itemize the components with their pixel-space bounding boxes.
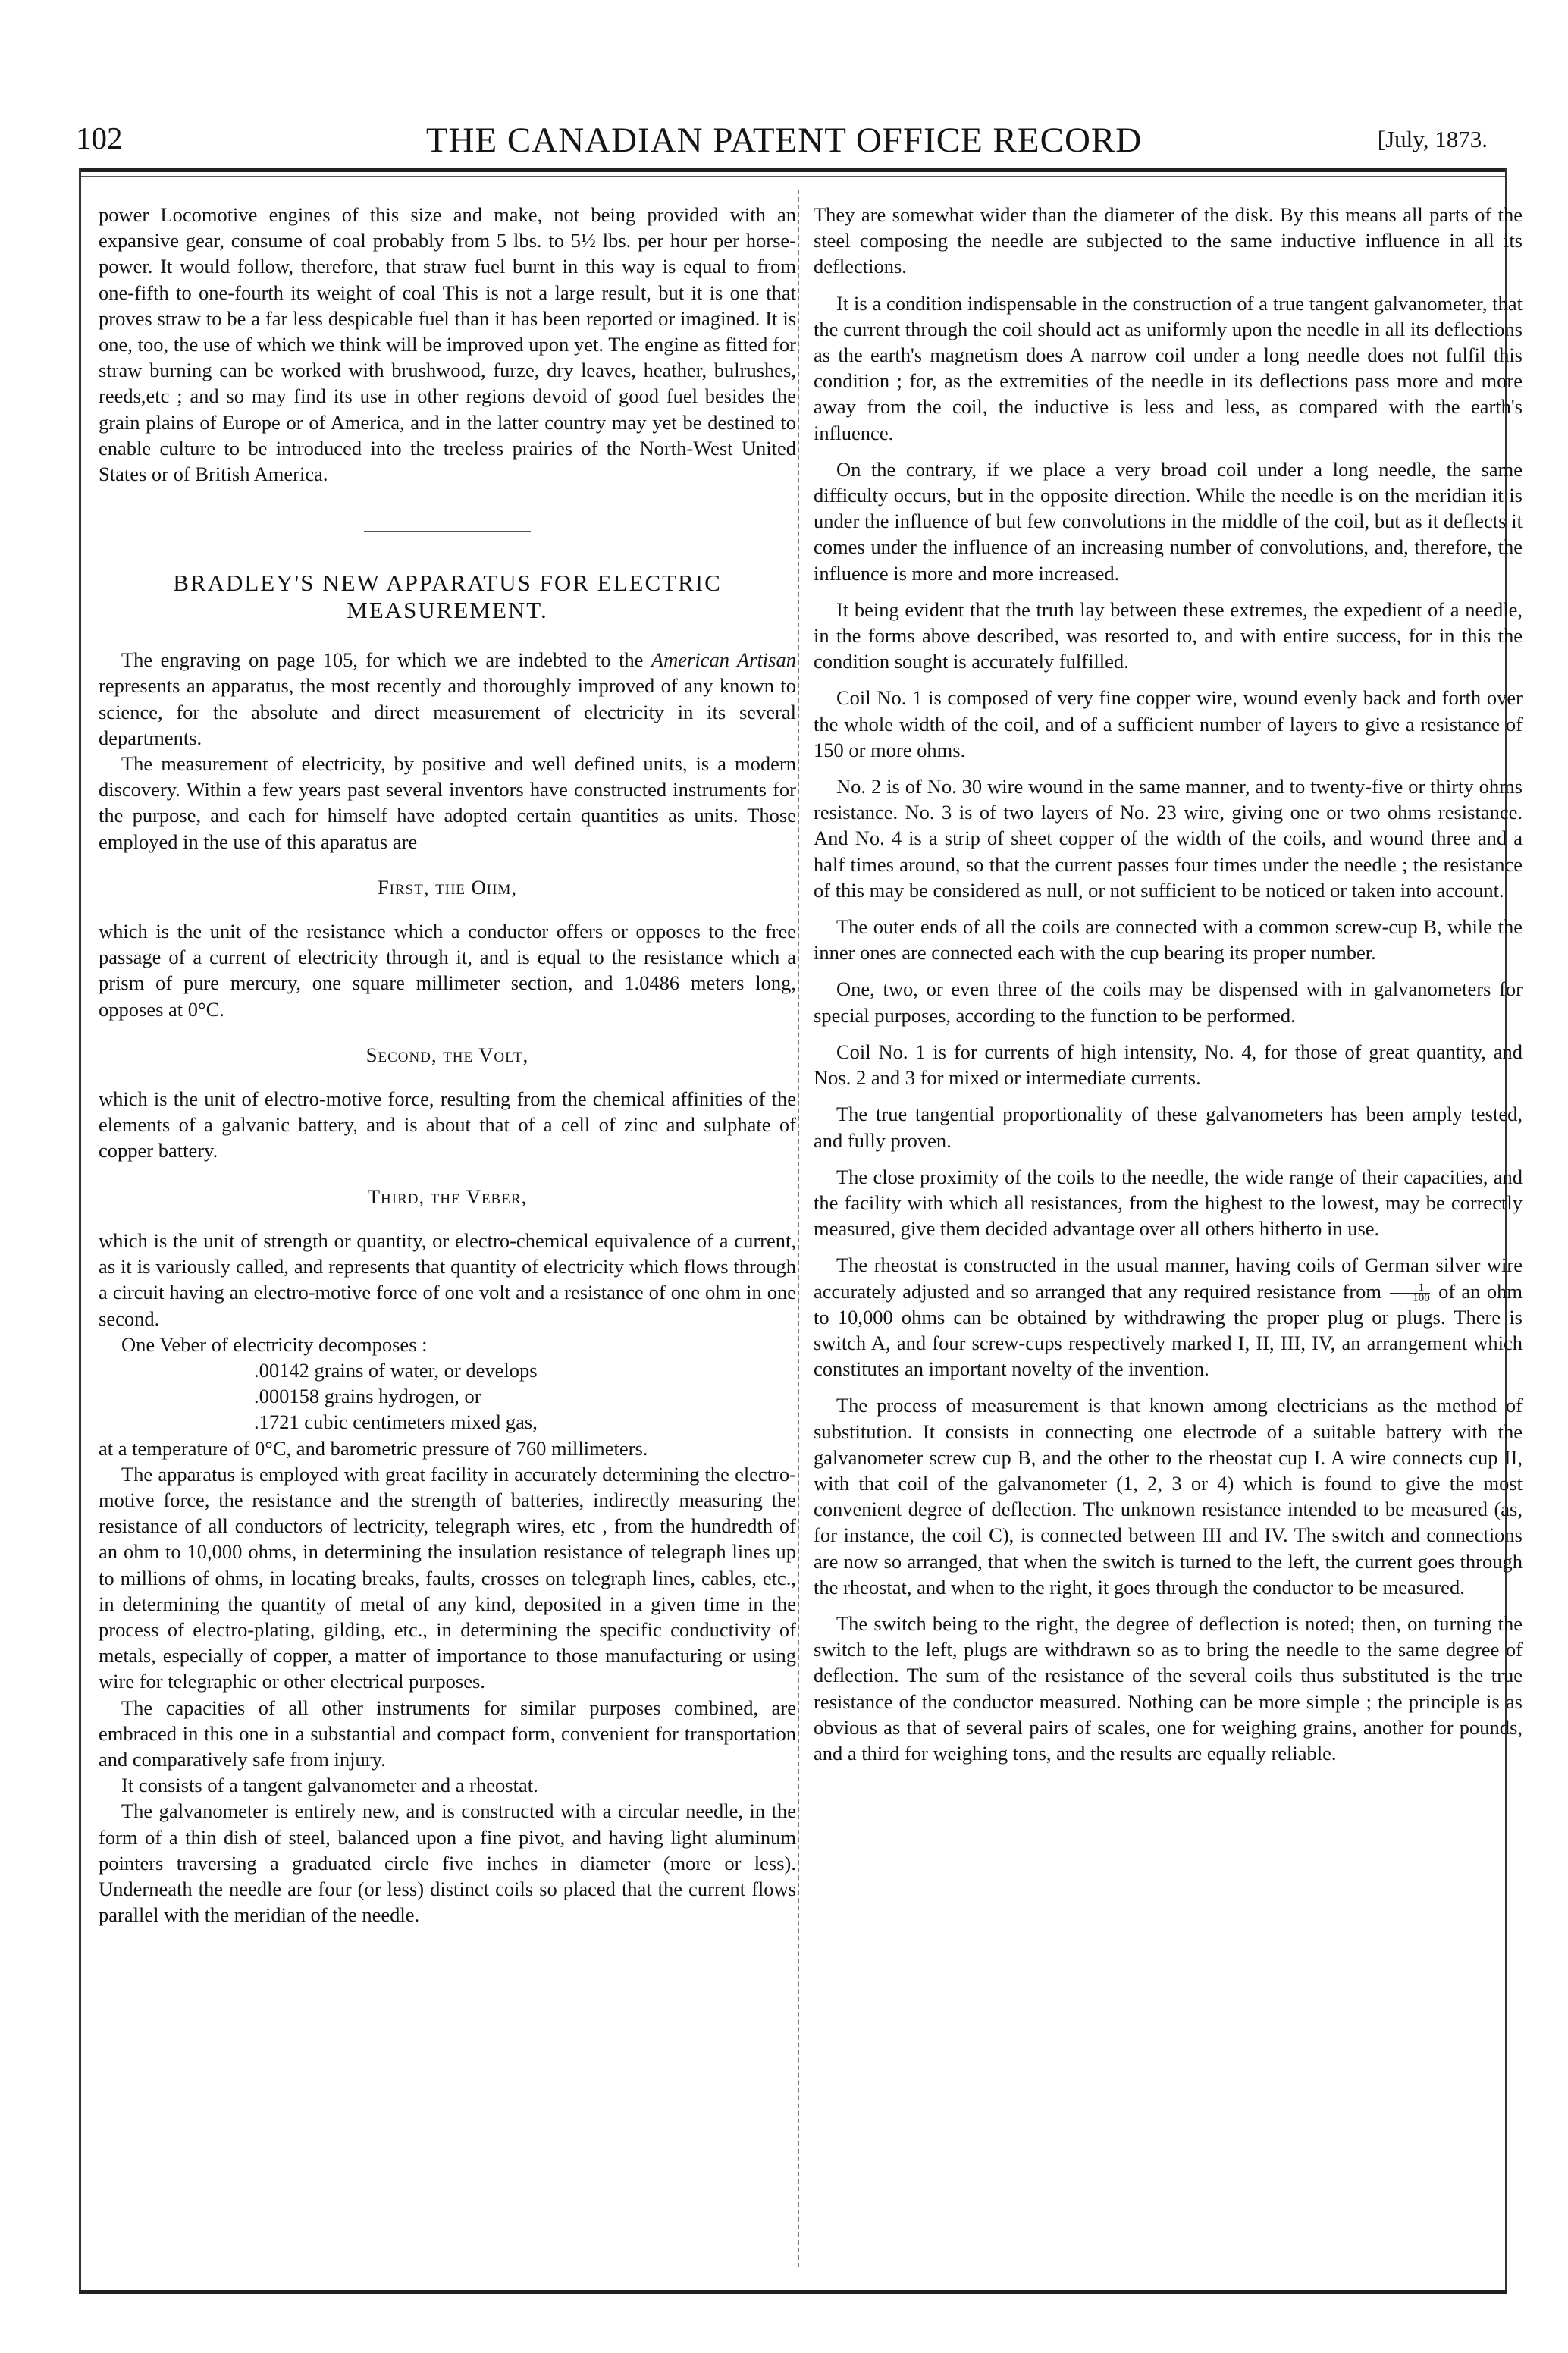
page-title: THE CANADIAN PATENT OFFICE RECORD <box>425 121 1143 160</box>
frame-top-thin-rule <box>79 176 1507 177</box>
article-paragraph: The capacities of all other instruments for similar purposes combined, are embraced in this one in a substantial and compact form, convenient for transportation and comparatively safe from injury. <box>99 1696 796 1771</box>
article-paragraph: at a temperature of 0°C, and barometric pressure of 760 millimeters. <box>99 1436 648 1460</box>
unit-subheading: First, the Ohm, <box>377 875 518 899</box>
article-paragraph: No. 2 is of No. 30 wire wound in the same manner, and to twenty-five or thirty ohms resistance. No. 3 is of two layers of No. 23 wire, giving one or two ohms resistance. And No. 4 is a strip of sheet copper of the width of the coils, and wound three and a half times around, so that the current passes four times under the needle ; the resistance of this may be considered as null, or not sufficient to be noticed or taken into account. <box>814 775 1523 902</box>
article-paragraph: The close proximity of the coils to the needle, the wide range of their capacities, and the facility with which all resistances, from the highest to the lowest, may be correctly measured, give them decided advantage over all others hitherto in use. <box>814 1165 1523 1241</box>
unit-subheading: Second, the Volt, <box>365 1043 529 1066</box>
unit-subheading: Third, the Veber, <box>367 1184 528 1208</box>
article-paragraph: They are somewhat wider than the diameter of the disk. By this means all parts of the steel composing the needle are subjected to the same inductive influence in all its deflections. <box>814 203 1523 278</box>
article-paragraph: It is a condition indispensable in the construction of a true tangent galvanometer, that the current through the coil should act as uniformly upon the needle in all its deflections as the earth's magnetism does A narrow coil under a long needle does not fulfil this condition ; for, as the extremities of the needle in its deflections pass more and more away from the coil, the inductive is less and less, as compared with the earth's influence. <box>814 291 1523 444</box>
decomposition-item: .00142 grains of water, or develops <box>254 1358 538 1382</box>
text-run: represents an apparatus, the most recently and thoroughly improved of any known to science, for the absolute and direct measurement of electricity in its several departments. <box>99 674 796 749</box>
frame-top-rule <box>79 168 1507 172</box>
article-paragraph: The switch being to the right, the degree of deflection is noted; then, on turning the switch to the left, plugs are withdrawn so as to bring the needle to the same degree of deflection. The sum of the resistance of the several coils thus substituted is the true resistance of the conductor measured. Nothing can be more simple ; the principle is as obvious as that of several pairs of scales, one for weighing grains, another for pounds, and a third for weighing tons, and the results are equally reliable. <box>814 1611 1523 1765</box>
article-paragraph: The measurement of electricity, by positive and well defined units, is a modern discovery. Within a few years past several inventors have constructed instruments for the purpose, and each for himself have adopted certain quantities as units. Those employed in the use of this aparatus are <box>99 752 796 853</box>
article-paragraph: The true tangential proportionality of these galvanometers has been amply tested, and fully proven. <box>814 1103 1523 1152</box>
article-paragraph <box>814 1252 1523 1382</box>
article-paragraph: The outer ends of all the coils are connected with a common screw-cup B, while the inner ones are connected each with the cup bearing its proper number. <box>814 915 1523 965</box>
article-separator <box>364 531 531 532</box>
article-paragraph: The process of measurement is that known among electricians as the method of substitution. It consists in connecting one electrode of a suitable battery with the galvanometer screw cup B, and the other to the rheostat cup I. A wire connects cup II, with that coil of the galvanometer (1, 2, 3 or 4) which is found to give the most convenient degree of deflection. The unknown resistance intended to be measured (as, for instance, the coil C), is connected between III and IV. The switch and connections are now so arranged, that when the switch is turned to the left, the current goes through the rheostat, and when to the right, it goes through the conductor to be measured. <box>814 1394 1523 1598</box>
column-divider <box>798 190 799 2267</box>
decomposition-item: .000158 grains hydrogen, or <box>254 1385 481 1408</box>
fraction-denominator: 100 <box>1413 1291 1430 1304</box>
fraction-numerator: 1 <box>1390 1283 1430 1294</box>
article-paragraph: The galvanometer is entirely new, and is constructed with a circular needle, in the form of a thin dish of steel, balanced upon a fine pivot, and having light aluminum pointers traversing a graduated circle five inches in diameter (more or less). Underneath the needle are four (or less) distinct coils so placed that the current flows parallel with the meridian of the needle. <box>99 1799 796 1927</box>
page-number: 102 <box>76 121 123 155</box>
article-paragraph: On the contrary, if we place a very broad coil under a long needle, the same difficulty occurs, but in the opposite direction. While the needle is on the meridian it is under the influence of but few convolutions in the middle of the coil, but as it deflects it comes under the influence of an increasing number of convolutions, and, therefore, the influence is more and more increased. <box>814 457 1523 585</box>
fraction <box>1390 1283 1430 1304</box>
article-paragraph: One Veber of electricity decomposes : <box>121 1332 428 1356</box>
article-paragraph: which is the unit of electro-motive force, resulting from the chemical affinities of the elements of a galvanic battery, and is about that of a cell of zinc and sulphate of copper battery. <box>99 1087 796 1162</box>
article-paragraph: which is the unit of the resistance which a conductor offers or opposes to the free passage of a current of electricity through it, and is equal to the resistance which a prism of pure mercury, one square millimeter section, and 1.0486 meters long, opposes at 0°C. <box>99 920 796 1021</box>
text-run: The rheostat is constructed in the usual manner, having coils of German silver wire accurately adjusted and so arranged that any required resistance from <box>814 1253 1523 1303</box>
left-column <box>99 202 796 1928</box>
issue-date: [July, 1873. <box>1377 126 1488 152</box>
decomposition-item: .1721 cubic centimeters mixed gas, <box>254 1410 538 1434</box>
article-paragraph: The apparatus is employed with great facility in accurately determining the electro-motive force, the resistance and the strength of batteries, indirectly measuring the resistance of all conductors of lectricity, telegraph wires, etc , from the hundredth of an ohm to 10,000 ohms, in determining the insulation resistance of telegraph lines up to millions of ohms, in locating breaks, faults, crosses on telegraph lines, cables, etc., in determining the quantity of metal of any kind, deposited in a given time in the process of electro-plating, gilding, etc., in determining the specific conductivity of metals, especially of copper, a matter of importance to those manufacturing or using wire for telegraphic or other electrical purposes. <box>99 1462 796 1693</box>
article-paragraph: It consists of a tangent galvanometer and a rheostat. <box>121 1774 538 1797</box>
continued-paragraph: power Locomotive engines of this size and make, not being provided with an expansive gear, consume of coal probably from 5 lbs. to 5½ lbs. per hour per horse-power. It would follow, therefore, that straw fuel burnt in this way is equal to from one-fifth to one-fourth its weight of coal This is not a large result, but it is one that proves straw to be a far less despicable fuel than it has been reported or imagined. It is one, too, the use of which we think will be improved upon yet. The engine as fitted for straw burning can be worked with brushwood, furze, dry leaves, heather, bulrushes, reeds,etc ; and so may find its use in other regions devoid of good fuel besides the grain plains of Europe or of America, and in the latter country may yet be destined to enable culture to be introduced into the treeless prairies of the North-West United States or of British America. <box>99 203 796 486</box>
article-paragraph: which is the unit of strength or quantity, or electro-chemical equivalence of a current, as it is variously called, and represents that quantity of electricity which flows through a circuit having an electro-motive force of one volt and a resistance of one ohm in one second. <box>99 1228 796 1330</box>
frame-left-rule <box>79 168 81 2292</box>
text-run: The engraving on page 105, for which we are indebted to the <box>121 648 651 672</box>
article-paragraph: It being evident that the truth lay between these extremes, the expedient of a needle, in the forms above described, was resorted to, and with entire success, for in this the condition sought is accurately fulfilled. <box>814 598 1523 673</box>
article-paragraph <box>99 647 796 751</box>
text-run: of an ohm to 10,000 ohms can be obtained by withdrawing the proper plug or plugs. There is switch A, and four screw-cups respectively marked I, II, III, IV, an arrangement which constitutes an important novelty of the invention. <box>814 1279 1523 1381</box>
article-paragraph: One, two, or even three of the coils may be dispensed with in galvanometers for special purposes, according to the function to be performed. <box>814 977 1523 1027</box>
right-column <box>814 202 1523 1766</box>
article-paragraph: Coil No. 1 is composed of very fine copper wire, wound evenly back and forth over the whole width of the coil, and of a sufficient number of layers to give a resistance of 150 or more ohms. <box>814 686 1523 761</box>
publication-name: American Artisan <box>651 648 796 672</box>
article-title: BRADLEY'S NEW APPARATUS FOR ELECTRIC MEASUREMENT. <box>173 569 722 624</box>
article-paragraph: Coil No. 1 is for currents of high intensity, No. 4, for those of great quantity, and Nos. 2 and 3 for mixed or intermediate currents. <box>814 1040 1523 1090</box>
frame-bottom-rule <box>79 2290 1507 2294</box>
